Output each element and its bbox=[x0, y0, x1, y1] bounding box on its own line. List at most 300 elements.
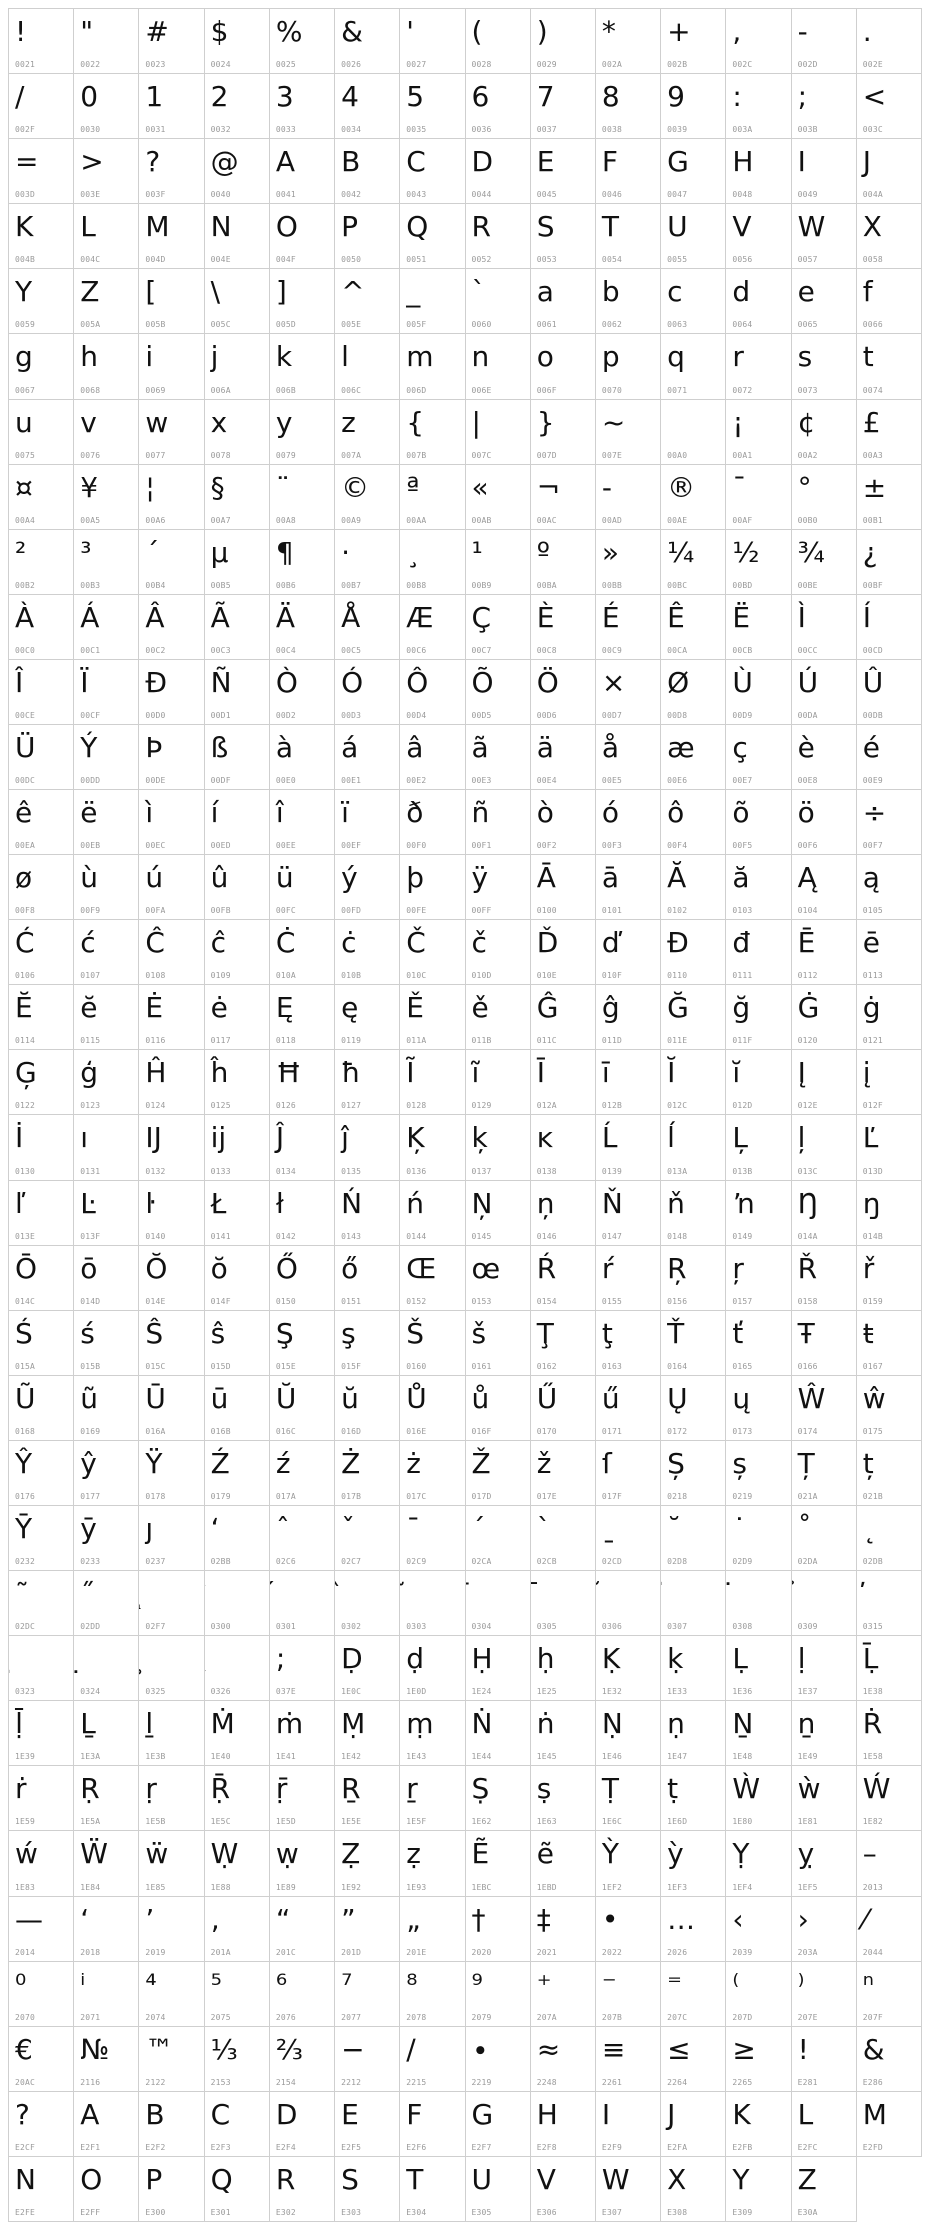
glyph-codepoint: 1E44 bbox=[471, 1752, 492, 1762]
glyph-character: J bbox=[862, 145, 872, 179]
glyph-cell bbox=[596, 790, 661, 855]
glyph-character: ¦ bbox=[145, 470, 155, 504]
glyph-character: Ű bbox=[536, 1381, 558, 1415]
glyph-character: Ŕ bbox=[536, 1251, 557, 1285]
glyph-cell bbox=[335, 2092, 400, 2157]
glyph-character: Ŀ bbox=[80, 1186, 96, 1220]
glyph-character: * bbox=[601, 15, 616, 48]
glyph-codepoint: 0034 bbox=[341, 125, 362, 135]
glyph-codepoint: 00FF bbox=[471, 906, 492, 916]
glyph-codepoint: 00AA bbox=[406, 515, 427, 525]
glyph-character: ō bbox=[80, 1251, 98, 1285]
glyph-codepoint: 00A5 bbox=[80, 515, 101, 525]
glyph-codepoint: 1E5A bbox=[80, 1817, 101, 1827]
glyph-cell bbox=[205, 985, 270, 1050]
glyph-character: ˋ bbox=[536, 1512, 551, 1546]
glyph-codepoint: 0147 bbox=[601, 1231, 622, 1241]
glyph-codepoint: 00A2 bbox=[797, 450, 818, 460]
glyph-cell bbox=[139, 1441, 204, 1506]
glyph-codepoint: 003A bbox=[732, 125, 753, 135]
glyph-codepoint: 1E45 bbox=[536, 1752, 557, 1762]
glyph-cell bbox=[9, 1962, 74, 2027]
glyph-character: Ľ bbox=[862, 1121, 879, 1155]
glyph-codepoint: 003D bbox=[15, 190, 36, 200]
glyph-codepoint: 00C1 bbox=[80, 645, 101, 655]
glyph-codepoint: 00E9 bbox=[862, 776, 883, 786]
glyph-codepoint: 0146 bbox=[536, 1231, 557, 1241]
glyph-codepoint: 0218 bbox=[667, 1492, 688, 1502]
glyph-cell bbox=[726, 465, 791, 530]
glyph-character: Ĝ bbox=[536, 991, 559, 1025]
glyph-cell bbox=[726, 1115, 791, 1180]
glyph-character: ṅ bbox=[536, 1707, 555, 1741]
glyph-cell bbox=[9, 595, 74, 660]
glyph-character: , bbox=[732, 15, 742, 48]
glyph-codepoint: 0157 bbox=[732, 1296, 753, 1306]
glyph-codepoint: 0304 bbox=[471, 1622, 492, 1632]
glyph-cell bbox=[139, 465, 204, 530]
glyph-cell bbox=[531, 269, 596, 334]
glyph-codepoint: 2215 bbox=[406, 2077, 427, 2087]
glyph-character: ỵ bbox=[797, 1837, 815, 1871]
glyph-cell bbox=[596, 204, 661, 269]
glyph-character: ¢ bbox=[797, 405, 816, 439]
glyph-character: Ł bbox=[210, 1186, 227, 1220]
glyph-character: Q bbox=[406, 210, 429, 244]
glyph-character: ÷ bbox=[862, 796, 887, 830]
glyph-character: / bbox=[15, 80, 25, 114]
glyph-character: X bbox=[862, 210, 882, 244]
glyph-codepoint: 005D bbox=[275, 320, 296, 330]
glyph-codepoint: 011A bbox=[406, 1036, 427, 1046]
glyph-codepoint: 1E43 bbox=[406, 1752, 427, 1762]
glyph-cell bbox=[857, 465, 922, 530]
glyph-character: ‡ bbox=[536, 1902, 551, 1936]
glyph-codepoint: 00C6 bbox=[406, 645, 427, 655]
glyph-cell bbox=[531, 74, 596, 139]
glyph-character: ; bbox=[797, 80, 807, 114]
glyph-codepoint: 021B bbox=[862, 1492, 883, 1502]
glyph-character: ĩ bbox=[471, 1056, 480, 1090]
glyph-character: À bbox=[15, 600, 35, 634]
glyph-cell bbox=[270, 2157, 335, 2222]
glyph-character: ½ bbox=[732, 535, 760, 569]
glyph-cell bbox=[857, 2027, 922, 2092]
glyph-cell bbox=[335, 1050, 400, 1115]
glyph-codepoint: 00E6 bbox=[667, 776, 688, 786]
glyph-character: b bbox=[601, 275, 620, 309]
glyph-codepoint: 0173 bbox=[732, 1426, 753, 1436]
glyph-cell bbox=[596, 2092, 661, 2157]
glyph-cell bbox=[74, 1376, 139, 1441]
glyph-cell bbox=[466, 269, 531, 334]
glyph-character: ' bbox=[406, 15, 414, 48]
glyph-codepoint: 00C9 bbox=[601, 645, 622, 655]
glyph-codepoint: E30A bbox=[797, 2207, 818, 2217]
glyph-codepoint: 00D9 bbox=[732, 710, 753, 720]
glyph-cell bbox=[270, 1246, 335, 1311]
glyph-character: ń bbox=[406, 1186, 425, 1220]
glyph-codepoint: 00BD bbox=[732, 580, 753, 590]
glyph-character: ı bbox=[80, 1121, 88, 1155]
glyph-character: Ṭ bbox=[601, 1772, 620, 1806]
glyph-cell bbox=[74, 1181, 139, 1246]
glyph-codepoint: 0135 bbox=[341, 1166, 362, 1176]
glyph-character: T bbox=[406, 2162, 424, 2196]
glyph-cell bbox=[466, 465, 531, 530]
glyph-codepoint: 0315 bbox=[862, 1622, 883, 1632]
glyph-codepoint: 2071 bbox=[80, 2012, 101, 2022]
glyph-cell bbox=[726, 400, 791, 465]
glyph-character: Ŧ bbox=[797, 1316, 815, 1350]
glyph-character: Ŝ bbox=[145, 1316, 164, 1350]
glyph-cell bbox=[857, 725, 922, 790]
glyph-codepoint: 012B bbox=[601, 1101, 622, 1111]
glyph-cell bbox=[400, 790, 465, 855]
glyph-codepoint: 0033 bbox=[275, 125, 296, 135]
glyph-cell bbox=[270, 1311, 335, 1376]
glyph-codepoint: 014A bbox=[797, 1231, 818, 1241]
glyph-codepoint: 015E bbox=[275, 1361, 296, 1371]
glyph-character: Î bbox=[15, 665, 24, 699]
glyph-character: ś bbox=[80, 1316, 95, 1350]
glyph-codepoint: 1E5F bbox=[406, 1817, 427, 1827]
glyph-codepoint: 00EC bbox=[145, 841, 166, 851]
glyph-character: ľ bbox=[15, 1186, 26, 1220]
glyph-codepoint: 02DA bbox=[797, 1557, 818, 1567]
glyph-character: ï bbox=[341, 796, 349, 830]
glyph-character: g bbox=[15, 340, 33, 374]
glyph-cell bbox=[9, 1181, 74, 1246]
glyph-cell bbox=[335, 790, 400, 855]
glyph-character: ą bbox=[862, 861, 880, 895]
glyph-codepoint: 1E5E bbox=[341, 1817, 362, 1827]
glyph-cell bbox=[531, 1701, 596, 1766]
glyph-codepoint: 2265 bbox=[732, 2077, 753, 2087]
glyph-cell bbox=[335, 920, 400, 985]
glyph-character: Ð bbox=[145, 665, 168, 699]
glyph-character: Ä bbox=[275, 600, 295, 634]
glyph-character: X bbox=[667, 2162, 687, 2196]
glyph-character: © bbox=[341, 470, 370, 504]
glyph-character: ` bbox=[471, 275, 486, 309]
glyph-cell bbox=[139, 1115, 204, 1180]
glyph-character: C bbox=[406, 145, 426, 179]
glyph-character: È bbox=[536, 600, 555, 634]
glyph-character: - bbox=[797, 15, 808, 48]
glyph-character: ė bbox=[210, 991, 228, 1025]
glyph-codepoint: 0129 bbox=[471, 1101, 492, 1111]
glyph-cell bbox=[596, 1506, 661, 1571]
glyph-cell bbox=[596, 1701, 661, 1766]
glyph-cell bbox=[9, 204, 74, 269]
glyph-character: û bbox=[210, 861, 229, 895]
glyph-cell bbox=[205, 920, 270, 985]
glyph-character: ḻ bbox=[145, 1707, 154, 1741]
glyph-character: q bbox=[667, 340, 685, 374]
glyph-codepoint: E2FC bbox=[797, 2142, 818, 2152]
glyph-cell bbox=[74, 530, 139, 595]
glyph-cell bbox=[9, 2157, 74, 2222]
glyph-codepoint: 02DD bbox=[80, 1622, 101, 1632]
glyph-character: ã bbox=[471, 730, 489, 764]
glyph-cell bbox=[205, 660, 270, 725]
glyph-character: í bbox=[210, 796, 219, 830]
glyph-codepoint: 0032 bbox=[210, 125, 231, 135]
glyph-codepoint: 0325 bbox=[145, 1687, 166, 1697]
glyph-character: B bbox=[341, 145, 361, 179]
glyph-codepoint: 1E89 bbox=[275, 1882, 296, 1892]
glyph-character: ¨ bbox=[275, 470, 290, 504]
glyph-codepoint: 0233 bbox=[80, 1557, 101, 1567]
glyph-cell bbox=[792, 1636, 857, 1701]
glyph-cell bbox=[466, 1701, 531, 1766]
glyph-cell bbox=[74, 660, 139, 725]
glyph-cell bbox=[139, 1506, 204, 1571]
glyph-character: Ž bbox=[471, 1446, 491, 1480]
glyph-cell bbox=[726, 1050, 791, 1115]
glyph-character: ò bbox=[536, 796, 554, 830]
glyph-cell bbox=[335, 400, 400, 465]
glyph-cell bbox=[270, 1181, 335, 1246]
glyph-cell bbox=[335, 595, 400, 660]
glyph-character: Ḍ bbox=[341, 1642, 363, 1676]
glyph-codepoint: 1E80 bbox=[732, 1817, 753, 1827]
glyph-codepoint: 0144 bbox=[406, 1231, 427, 1241]
glyph-codepoint: E281 bbox=[797, 2077, 818, 2087]
glyph-cell bbox=[792, 1897, 857, 1962]
glyph-codepoint: 0031 bbox=[145, 125, 166, 135]
glyph-character: Ô bbox=[406, 665, 429, 699]
glyph-character: ș bbox=[732, 1446, 747, 1480]
glyph-character: Ẓ bbox=[341, 1837, 361, 1871]
glyph-codepoint: 1E62 bbox=[471, 1817, 492, 1827]
glyph-character: Į bbox=[797, 1056, 806, 1090]
glyph-character: ẅ bbox=[145, 1837, 169, 1871]
glyph-character: ð bbox=[406, 796, 424, 830]
glyph-codepoint: 00D2 bbox=[275, 710, 296, 720]
glyph-character: ⅓ bbox=[210, 2032, 238, 2066]
glyph-codepoint: 007B bbox=[406, 450, 427, 460]
glyph-codepoint: 0172 bbox=[667, 1426, 688, 1436]
glyph-codepoint: 00A8 bbox=[275, 515, 296, 525]
glyph-cell bbox=[270, 465, 335, 530]
glyph-cell bbox=[857, 1831, 922, 1896]
glyph-codepoint: 0160 bbox=[406, 1361, 427, 1371]
glyph-cell bbox=[270, 660, 335, 725]
glyph-cell bbox=[596, 334, 661, 399]
glyph-codepoint: 0071 bbox=[667, 385, 688, 395]
glyph-character: Ĵ bbox=[275, 1121, 285, 1155]
glyph-cell bbox=[661, 1962, 726, 2027]
glyph-codepoint: 0140 bbox=[145, 1231, 166, 1241]
glyph-codepoint: 0154 bbox=[536, 1296, 557, 1306]
glyph-character: ċ bbox=[341, 926, 357, 960]
glyph-character: Ē bbox=[797, 926, 816, 960]
glyph-character: L bbox=[80, 210, 96, 244]
glyph-codepoint: 0038 bbox=[601, 125, 622, 135]
glyph-character: F bbox=[406, 2097, 423, 2131]
glyph-cell bbox=[400, 1376, 465, 1441]
glyph-character: õ bbox=[732, 796, 750, 830]
glyph-cell bbox=[139, 74, 204, 139]
glyph-codepoint: 00E2 bbox=[406, 776, 427, 786]
glyph-cell bbox=[139, 855, 204, 920]
glyph-cell bbox=[205, 1441, 270, 1506]
glyph-codepoint: 00B2 bbox=[15, 580, 36, 590]
glyph-cell bbox=[857, 1766, 922, 1831]
glyph-character: s bbox=[797, 340, 813, 374]
glyph-cell bbox=[857, 1962, 922, 2027]
glyph-character: ~ bbox=[601, 405, 626, 439]
glyph-cell bbox=[139, 985, 204, 1050]
glyph-codepoint: 0119 bbox=[341, 1036, 362, 1046]
glyph-cell bbox=[74, 2027, 139, 2092]
glyph-codepoint: 0113 bbox=[862, 971, 883, 981]
glyph-character: Ķ bbox=[406, 1121, 425, 1155]
glyph-character: Ň bbox=[601, 1186, 623, 1220]
glyph-cell bbox=[661, 1376, 726, 1441]
glyph-cell bbox=[596, 465, 661, 530]
glyph-character: Ẃ bbox=[862, 1772, 891, 1806]
glyph-cell bbox=[792, 1766, 857, 1831]
glyph-cell bbox=[466, 1831, 531, 1896]
glyph-cell bbox=[661, 204, 726, 269]
glyph-character: O bbox=[80, 2162, 103, 2196]
glyph-character: i bbox=[145, 340, 154, 374]
glyph-cell bbox=[270, 530, 335, 595]
glyph-codepoint: 207A bbox=[536, 2012, 557, 2022]
glyph-character: ≤ bbox=[667, 2032, 691, 2066]
glyph-codepoint: 0046 bbox=[601, 190, 622, 200]
glyph-cell bbox=[335, 2157, 400, 2222]
glyph-character: Ý bbox=[80, 730, 98, 764]
glyph-character: I bbox=[797, 145, 806, 179]
glyph-character: ì bbox=[145, 796, 154, 830]
glyph-character: ⁰ bbox=[15, 1967, 27, 2001]
glyph-character: c bbox=[667, 275, 683, 309]
glyph-codepoint: 0024 bbox=[210, 60, 231, 70]
glyph-character: v bbox=[80, 405, 97, 439]
glyph-character: 7 bbox=[536, 80, 555, 114]
glyph-codepoint: 203A bbox=[797, 1947, 818, 1957]
glyph-character: ẁ bbox=[797, 1772, 821, 1806]
glyph-character: x bbox=[210, 405, 228, 439]
glyph-cell bbox=[74, 1441, 139, 1506]
glyph-cell bbox=[857, 334, 922, 399]
glyph-cell bbox=[400, 465, 465, 530]
glyph-cell bbox=[726, 790, 791, 855]
glyph-character: ŉ bbox=[732, 1186, 756, 1220]
glyph-cell bbox=[74, 920, 139, 985]
glyph-character: Ů bbox=[406, 1381, 427, 1415]
glyph-codepoint: E2FB bbox=[732, 2142, 753, 2152]
glyph-character: Ṁ bbox=[210, 1707, 235, 1741]
glyph-cell bbox=[661, 855, 726, 920]
glyph-codepoint: 0110 bbox=[667, 971, 688, 981]
glyph-cell bbox=[726, 1376, 791, 1441]
glyph-cell bbox=[74, 1897, 139, 1962]
glyph-character: ˍ bbox=[601, 1512, 616, 1546]
glyph-cell bbox=[9, 1766, 74, 1831]
glyph-cell bbox=[74, 1311, 139, 1376]
glyph-cell bbox=[531, 530, 596, 595]
glyph-character: ² bbox=[15, 535, 27, 569]
glyph-cell bbox=[726, 74, 791, 139]
glyph-cell bbox=[661, 9, 726, 74]
glyph-codepoint: E2F3 bbox=[210, 2142, 231, 2152]
glyph-character: ⁹ bbox=[471, 1967, 483, 2001]
glyph-codepoint: 0072 bbox=[732, 385, 753, 395]
glyph-cell bbox=[857, 1376, 922, 1441]
glyph-cell bbox=[205, 9, 270, 74]
glyph-character: ¥ bbox=[80, 470, 99, 504]
glyph-character: ; bbox=[275, 1642, 286, 1676]
glyph-cell bbox=[139, 1701, 204, 1766]
glyph-cell bbox=[792, 1311, 857, 1376]
glyph-cell bbox=[531, 334, 596, 399]
glyph-cell bbox=[857, 920, 922, 985]
glyph-character: _ bbox=[406, 275, 421, 309]
glyph-cell bbox=[270, 204, 335, 269]
glyph-codepoint: 2077 bbox=[341, 2012, 362, 2022]
glyph-codepoint: 0306 bbox=[601, 1622, 622, 1632]
glyph-codepoint: 00B0 bbox=[797, 515, 818, 525]
glyph-character: ļ bbox=[797, 1121, 806, 1155]
glyph-cell bbox=[857, 1246, 922, 1311]
glyph-cell bbox=[400, 1050, 465, 1115]
glyph-codepoint: 012C bbox=[667, 1101, 688, 1111]
glyph-cell bbox=[335, 74, 400, 139]
glyph-cell bbox=[400, 530, 465, 595]
glyph-cell bbox=[857, 1506, 922, 1571]
glyph-character: p bbox=[601, 340, 620, 374]
glyph-cell bbox=[661, 920, 726, 985]
glyph-cell bbox=[792, 2092, 857, 2157]
glyph-codepoint: 0035 bbox=[406, 125, 427, 135]
glyph-codepoint: 013C bbox=[797, 1166, 818, 1176]
glyph-codepoint: E303 bbox=[341, 2207, 362, 2217]
glyph-cell bbox=[74, 725, 139, 790]
glyph-codepoint: 0066 bbox=[862, 320, 883, 330]
glyph-codepoint: 014D bbox=[80, 1296, 101, 1306]
glyph-cell bbox=[857, 855, 922, 920]
glyph-character: ŝ bbox=[210, 1316, 226, 1350]
glyph-codepoint: 00FA bbox=[145, 906, 166, 916]
glyph-cell bbox=[270, 74, 335, 139]
glyph-codepoint: E2F9 bbox=[601, 2142, 622, 2152]
glyph-cell bbox=[466, 334, 531, 399]
glyph-codepoint: 0069 bbox=[145, 385, 166, 395]
glyph-character: ĉ bbox=[210, 926, 227, 960]
glyph-codepoint: 0068 bbox=[80, 385, 101, 395]
glyph-character: ŷ bbox=[80, 1446, 97, 1480]
glyph-codepoint: E304 bbox=[406, 2207, 427, 2217]
glyph-cell bbox=[857, 1311, 922, 1376]
glyph-codepoint: 2074 bbox=[145, 2012, 166, 2022]
glyph-character: ° bbox=[797, 470, 812, 504]
glyph-codepoint: 00D6 bbox=[536, 710, 557, 720]
glyph-character: Ȳ bbox=[15, 1512, 33, 1546]
glyph-character: M bbox=[862, 2097, 887, 2131]
glyph-codepoint: 0050 bbox=[341, 255, 362, 265]
glyph-character: R bbox=[471, 210, 491, 244]
glyph-codepoint: 0047 bbox=[667, 190, 688, 200]
glyph-cell bbox=[400, 74, 465, 139]
glyph-character: ä bbox=[536, 730, 554, 764]
glyph-character: £ bbox=[862, 405, 881, 439]
glyph-cell bbox=[400, 1897, 465, 1962]
